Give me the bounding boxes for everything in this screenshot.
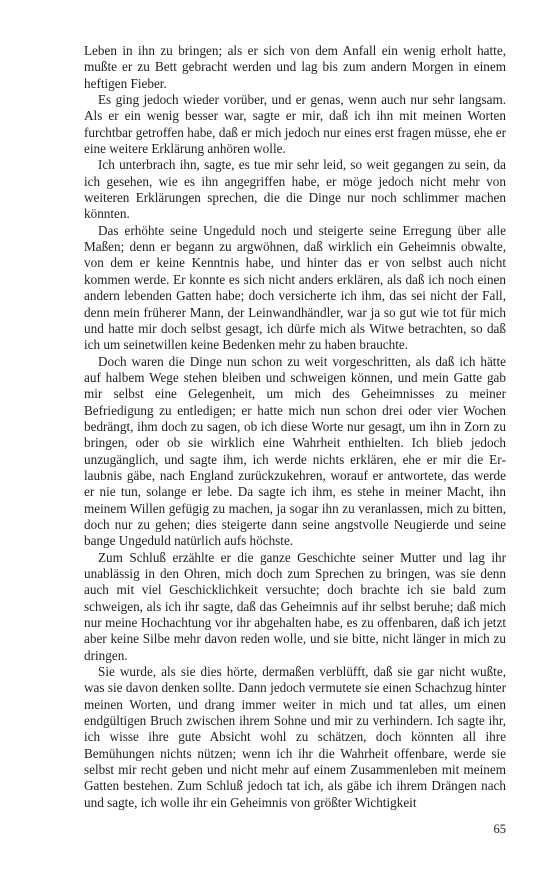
paragraph-5: Doch waren die Dinge nun schon zu weit vorgeschritten, als daß ich hätte auf halbem Wege stehen bleiben und schweigen können, und mein Gatte gab mir selbst eine Gelegenheit, um mich des Geheimnisses zu meiner Befriedigung zu entledigen; er hatte mich nun schon drei oder vier Wochen bedrängt, ihm doch zu sagen, ob ich diese Worte nur gesagt, um ihn in Zorn zu bringen, oder ob sie wirklich eine Wahrheit enthielten. Ich blieb jedoch unzugänglich, und sagte ihm, ich werde nichts erklären, ehe er mir die Erlaubnis gäbe, nach England zurückzukehren, worauf er antwortete, das werde er nie tun, solange er lebe. Da sagte ich ihm, es stehe in meiner Macht, ihn meinem Willen gefügig zu machen, ja sogar ihn zu veranlassen, mich zu bitten, doch nur zu gehen; dies steigerte dann seine angstvolle Neugierde und seine bange Ungeduld natürlich aufs höchste. — [84, 353, 506, 549]
paragraph-3: Ich unterbrach ihn, sagte, es tue mir sehr leid, so weit gegangen zu sein, da ich gesehen, wie es ihn angegriffen habe, er möge jedoch nicht mehr von weiteren Erklärungen sprechen, die die Dinge nur noch schlimmer machen könnten. — [84, 157, 506, 222]
paragraph-6: Zum Schluß erzählte er die ganze Geschichte seiner Mutter und lag ihr unablässig in den Ohren, mich doch zum Sprechen zu bringen, was sie denn auch mit viel Geschicklichkeit versuchte; doch brachte ich sie bald zum schweigen, als ich ihr sagte, daß das Geheimnis auf ihr selbst beruhe; daß mich nur meine Hochachtung vor ihr abgehalten habe, es zu offenbaren, daß ich jetzt aber keine Silbe mehr davon reden wolle, und sie bitte, nicht länger in mich zu dringen. — [84, 549, 506, 663]
paragraph-2: Es ging jedoch wieder vorüber, und er genas, wenn auch nur sehr langsam. Als er ein wenig besser war, sagte er mir, daß ich ihn mit meinen Worten furchtbar getroffen habe, daß er mich jedoch nur eines erst fragen müsse, ehe er eine weitere Erklärung anhören wolle. — [84, 92, 506, 157]
paragraph-4: Das erhöhte seine Ungeduld noch und steigerte seine Erregung über alle Maßen; denn er begann zu argwöhnen, daß wirklich ein Geheimnis obwalte, von dem er keine Kenntnis habe, und hinter das er von selbst auch nicht kommen werde. Er konnte es sich nicht anders erklären, als daß ich noch einen andern lebenden Gatten habe; doch versicherte ich ihm, das sei nicht der Fall, denn mein früherer Mann, der Leinwandhändler, war ja so gut wie tot für mich und hatte mir doch selbst gesagt, ich dürfe mich als Witwe betrachten, so daß ich um seinetwillen keine Bedenken mehr zu haben brauchte. — [84, 222, 506, 353]
page-number: 65 — [493, 822, 506, 836]
paragraph-7: Sie wurde, als sie dies hörte, dermaßen verblüfft, daß sie gar nicht wußte, was sie davon denken sollte. Dann jedoch vermutete sie einen Schachzug hinter meinen Worten, und drang immer weiter in mich und tat alles, um einen endgültigen Bruch zwischen ihrem Sohne und mir zu verhindern. Ich sagte ihr, ich wisse ihre gute Absicht wohl zu schätzen, doch könnten all ihre Bemühungen nichts nützen; wenn ich ihr die Wahrheit offenbare, werde sie selbst mir recht geben und nicht mehr auf einem Zusammenleben mit meinem Gatten bestehen. Zum Schluß jedoch tat ich, als gäbe ich ihrem Drängen nach und sagte, ich wolle ihr ein Geheimnis von größter Wichtigkeit — [84, 664, 506, 810]
body-text — [84, 43, 506, 811]
paragraph-1: Leben in ihn zu bringen; als er sich von dem Anfall ein wenig erholt hatte, mußte er zu Bett gebracht werden und lag bis zum andern Morgen in einem heftigen Fieber. — [84, 43, 506, 91]
